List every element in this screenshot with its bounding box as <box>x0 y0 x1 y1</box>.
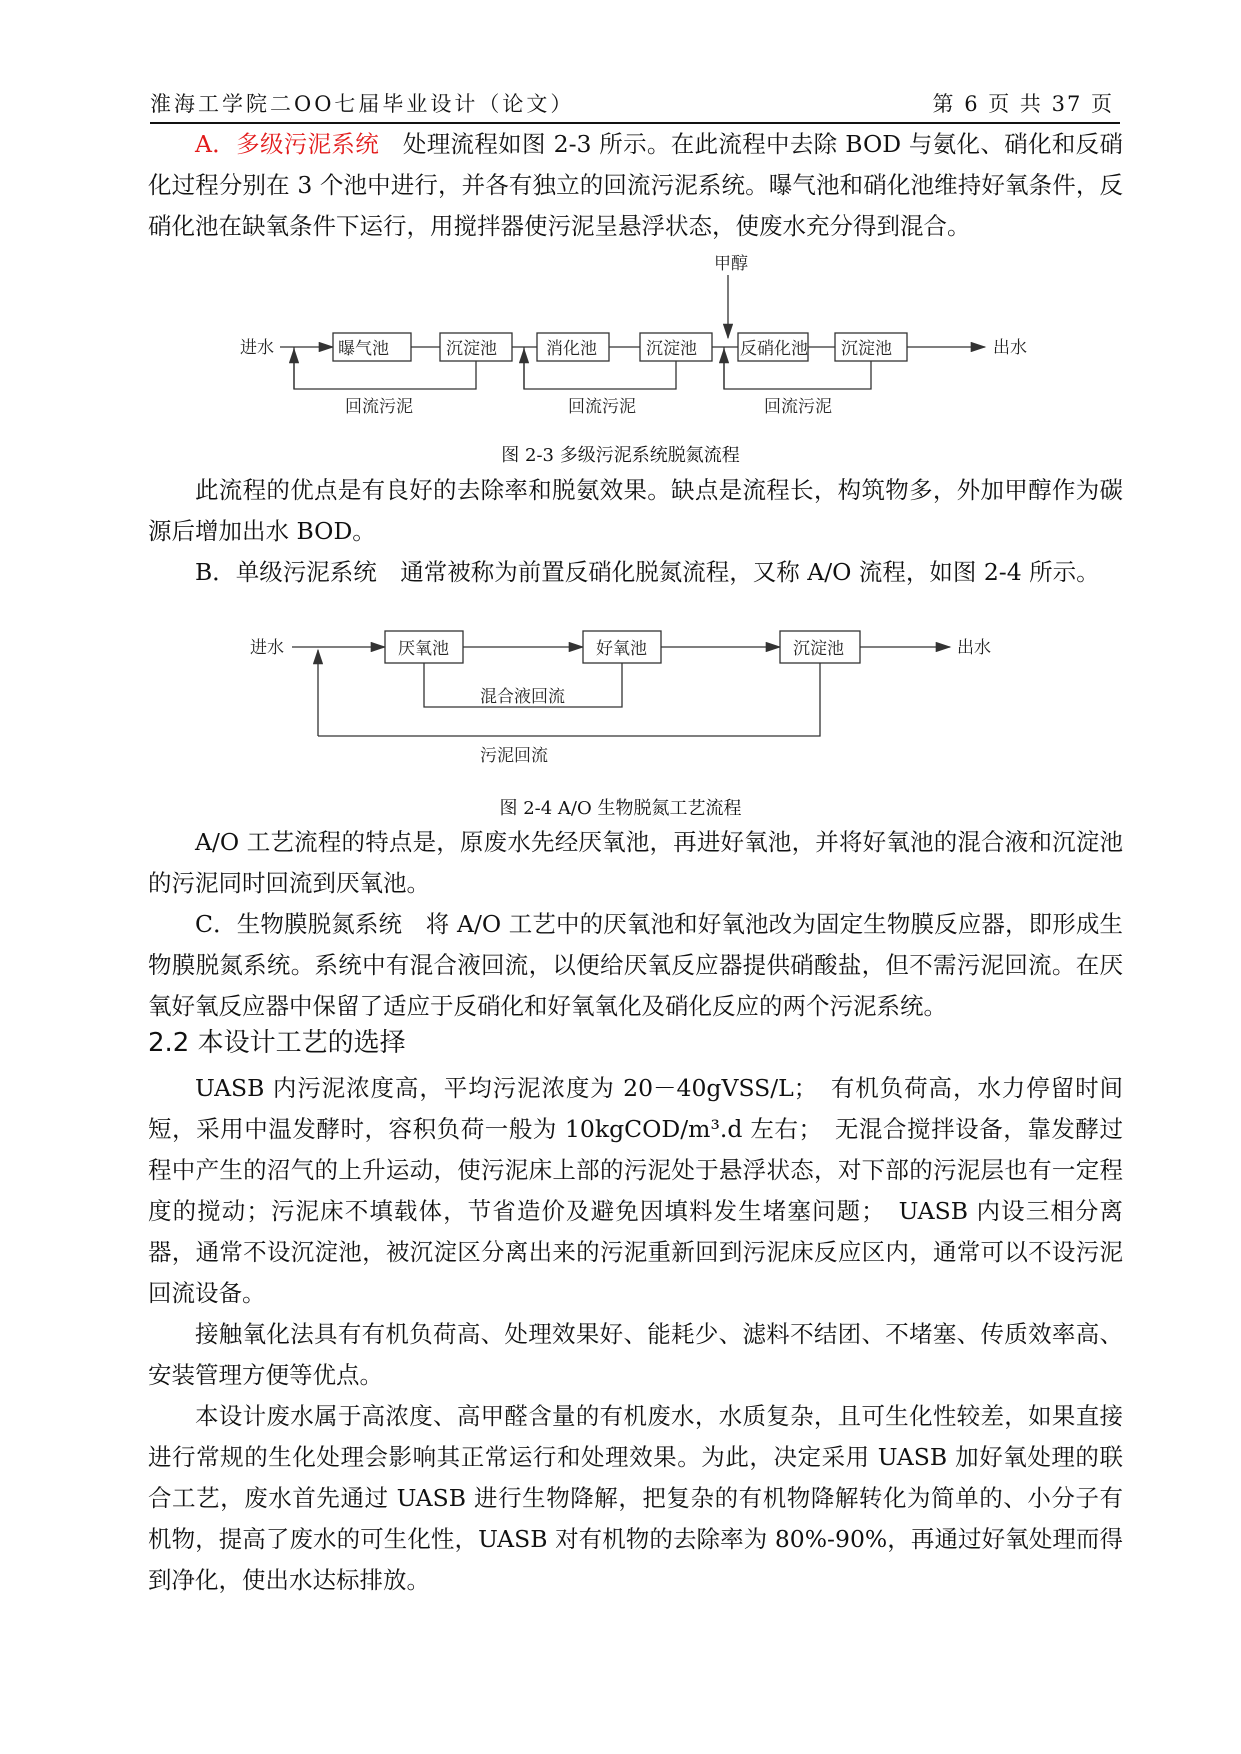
section-2-2-title: 2.2 本设计工艺的选择 <box>148 1028 406 1058</box>
page-header <box>150 84 1120 124</box>
section-a-text: 处理流程如图 2-3 所示。在此流程中去除 BOD 与氨化、硝化和反硝化过程分别在 3 个池中进行，并各有独立的回流污泥系统。曝气池和硝化池维持好氧条件，反硝化池在缺氧条件下运行，用搅拌器使污泥呈悬浮状态，使废水充分得到混合。 <box>148 130 1123 240</box>
fig23-return-2-label: 回流污泥 <box>568 397 636 417</box>
section-b-paragraph: B．单级污泥系统 通常被称为前置反硝化脱氮流程，又称 A/O 流程，如图 2-4 所示。 <box>195 558 1100 586</box>
fig23-box-5-label: 反硝化池 <box>740 339 808 359</box>
para-advantages: 此流程的优点是有良好的去除率和脱氨效果。缺点是流程长，构筑物多，外加甲醇作为碳源后增加出水 BOD。 <box>148 476 1123 545</box>
fig23-box-2-label: 沉淀池 <box>446 339 497 359</box>
fig24-outlet-label: 出水 <box>957 638 991 658</box>
fig24-box-1-label: 厌氧池 <box>398 639 449 659</box>
section-a-paragraph <box>148 124 1123 247</box>
para-uasb: UASB 内污泥浓度高，平均污泥浓度为 20－40gVSS/L； 有机负荷高，水力停留时间短，采用中温发酵时，容积负荷一般为 10kgCOD/m³.d 左右； 无混合搅拌设备，靠发酵过程中产生的沼气的上升运动，使污泥床上部的污泥处于悬浮状态，对下部的污泥层也有一定程度的搅动；污泥床不填载体，节省造价及避免因填料发生堵塞问题； UASB 内设三相分离器，通常不设沉淀池，被沉淀区分离出来的污泥重新回到污泥床反应区内，通常可以不设污泥回流设备。 <box>148 1074 1123 1307</box>
figure-2-4-diagram <box>0 615 1241 775</box>
section-c-paragraph: C．生物膜脱氮系统 将 A/O 工艺中的厌氧池和好氧池改为固定生物膜反应器，即形成生物膜脱氮系统。系统中有混合液回流，以便给厌氧反应器提供硝酸盐，但不需污泥回流。在厌氧好氧反应器中保留了适应于反硝化和好氧氧化及硝化反应的两个污泥系统。 <box>148 910 1123 1020</box>
fig23-return-1-label: 回流污泥 <box>345 397 413 417</box>
fig23-box-6-label: 沉淀池 <box>841 339 892 359</box>
fig24-sludge-return-loop <box>318 663 820 736</box>
fig23-box-1-label: 曝气池 <box>338 339 389 359</box>
fig24-box-3-label: 沉淀池 <box>793 639 844 659</box>
fig23-outlet-label: 出水 <box>993 338 1027 358</box>
fig23-return-3-label: 回流污泥 <box>764 397 832 417</box>
fig23-inlet-label: 进水 <box>240 338 274 358</box>
figure-2-4-caption: 图 2-4 A/O 生物脱氮工艺流程 <box>499 798 742 819</box>
fig24-box-2-label: 好氧池 <box>596 639 647 659</box>
figure-2-3-diagram <box>0 245 1241 425</box>
section-a-label: A．多级污泥系统 <box>195 130 380 158</box>
fig23-methanol-label: 甲醇 <box>714 254 748 274</box>
fig23-box-4-label: 沉淀池 <box>646 339 697 359</box>
fig24-inlet-label: 进水 <box>250 638 284 658</box>
fig24-mixed-return-label: 混合液回流 <box>480 687 565 707</box>
fig24-sludge-return-label: 污泥回流 <box>480 746 548 766</box>
header-title: 淮海工学院二OO七届毕业设计（论文） <box>150 92 575 116</box>
page-number: 第 6 页 共 37 页 <box>932 92 1114 116</box>
figure-2-3-caption: 图 2-3 多级污泥系统脱氮流程 <box>501 445 740 466</box>
para-ao-features: A/O 工艺流程的特点是，原废水先经厌氧池，再进好氧池，并将好氧池的混合液和沉淀池的污泥同时回流到厌氧池。 <box>148 828 1123 897</box>
fig23-box-3-label: 消化池 <box>546 339 597 359</box>
para-design: 本设计废水属于高浓度、高甲醛含量的有机废水，水质复杂，且可生化性较差，如果直接进行常规的生化处理会影响其正常运行和处理效果。为此，决定采用 UASB 加好氧处理的联合工艺，废水首先通过 UASB 进行生物降解，把复杂的有机物降解转化为简单的、小分子有机物，提高了废水的可生化性，UASB 对有机物的去除率为 80%-90%，再通过好氧处理而得到净化，使出水达标排放。 <box>148 1402 1123 1594</box>
para-contact-oxidation: 接触氧化法具有有机负荷高、处理效果好、能耗少、滤料不结团、不堵塞、传质效率高、安装管理方便等优点。 <box>148 1320 1123 1389</box>
section-a-gap <box>379 130 403 158</box>
